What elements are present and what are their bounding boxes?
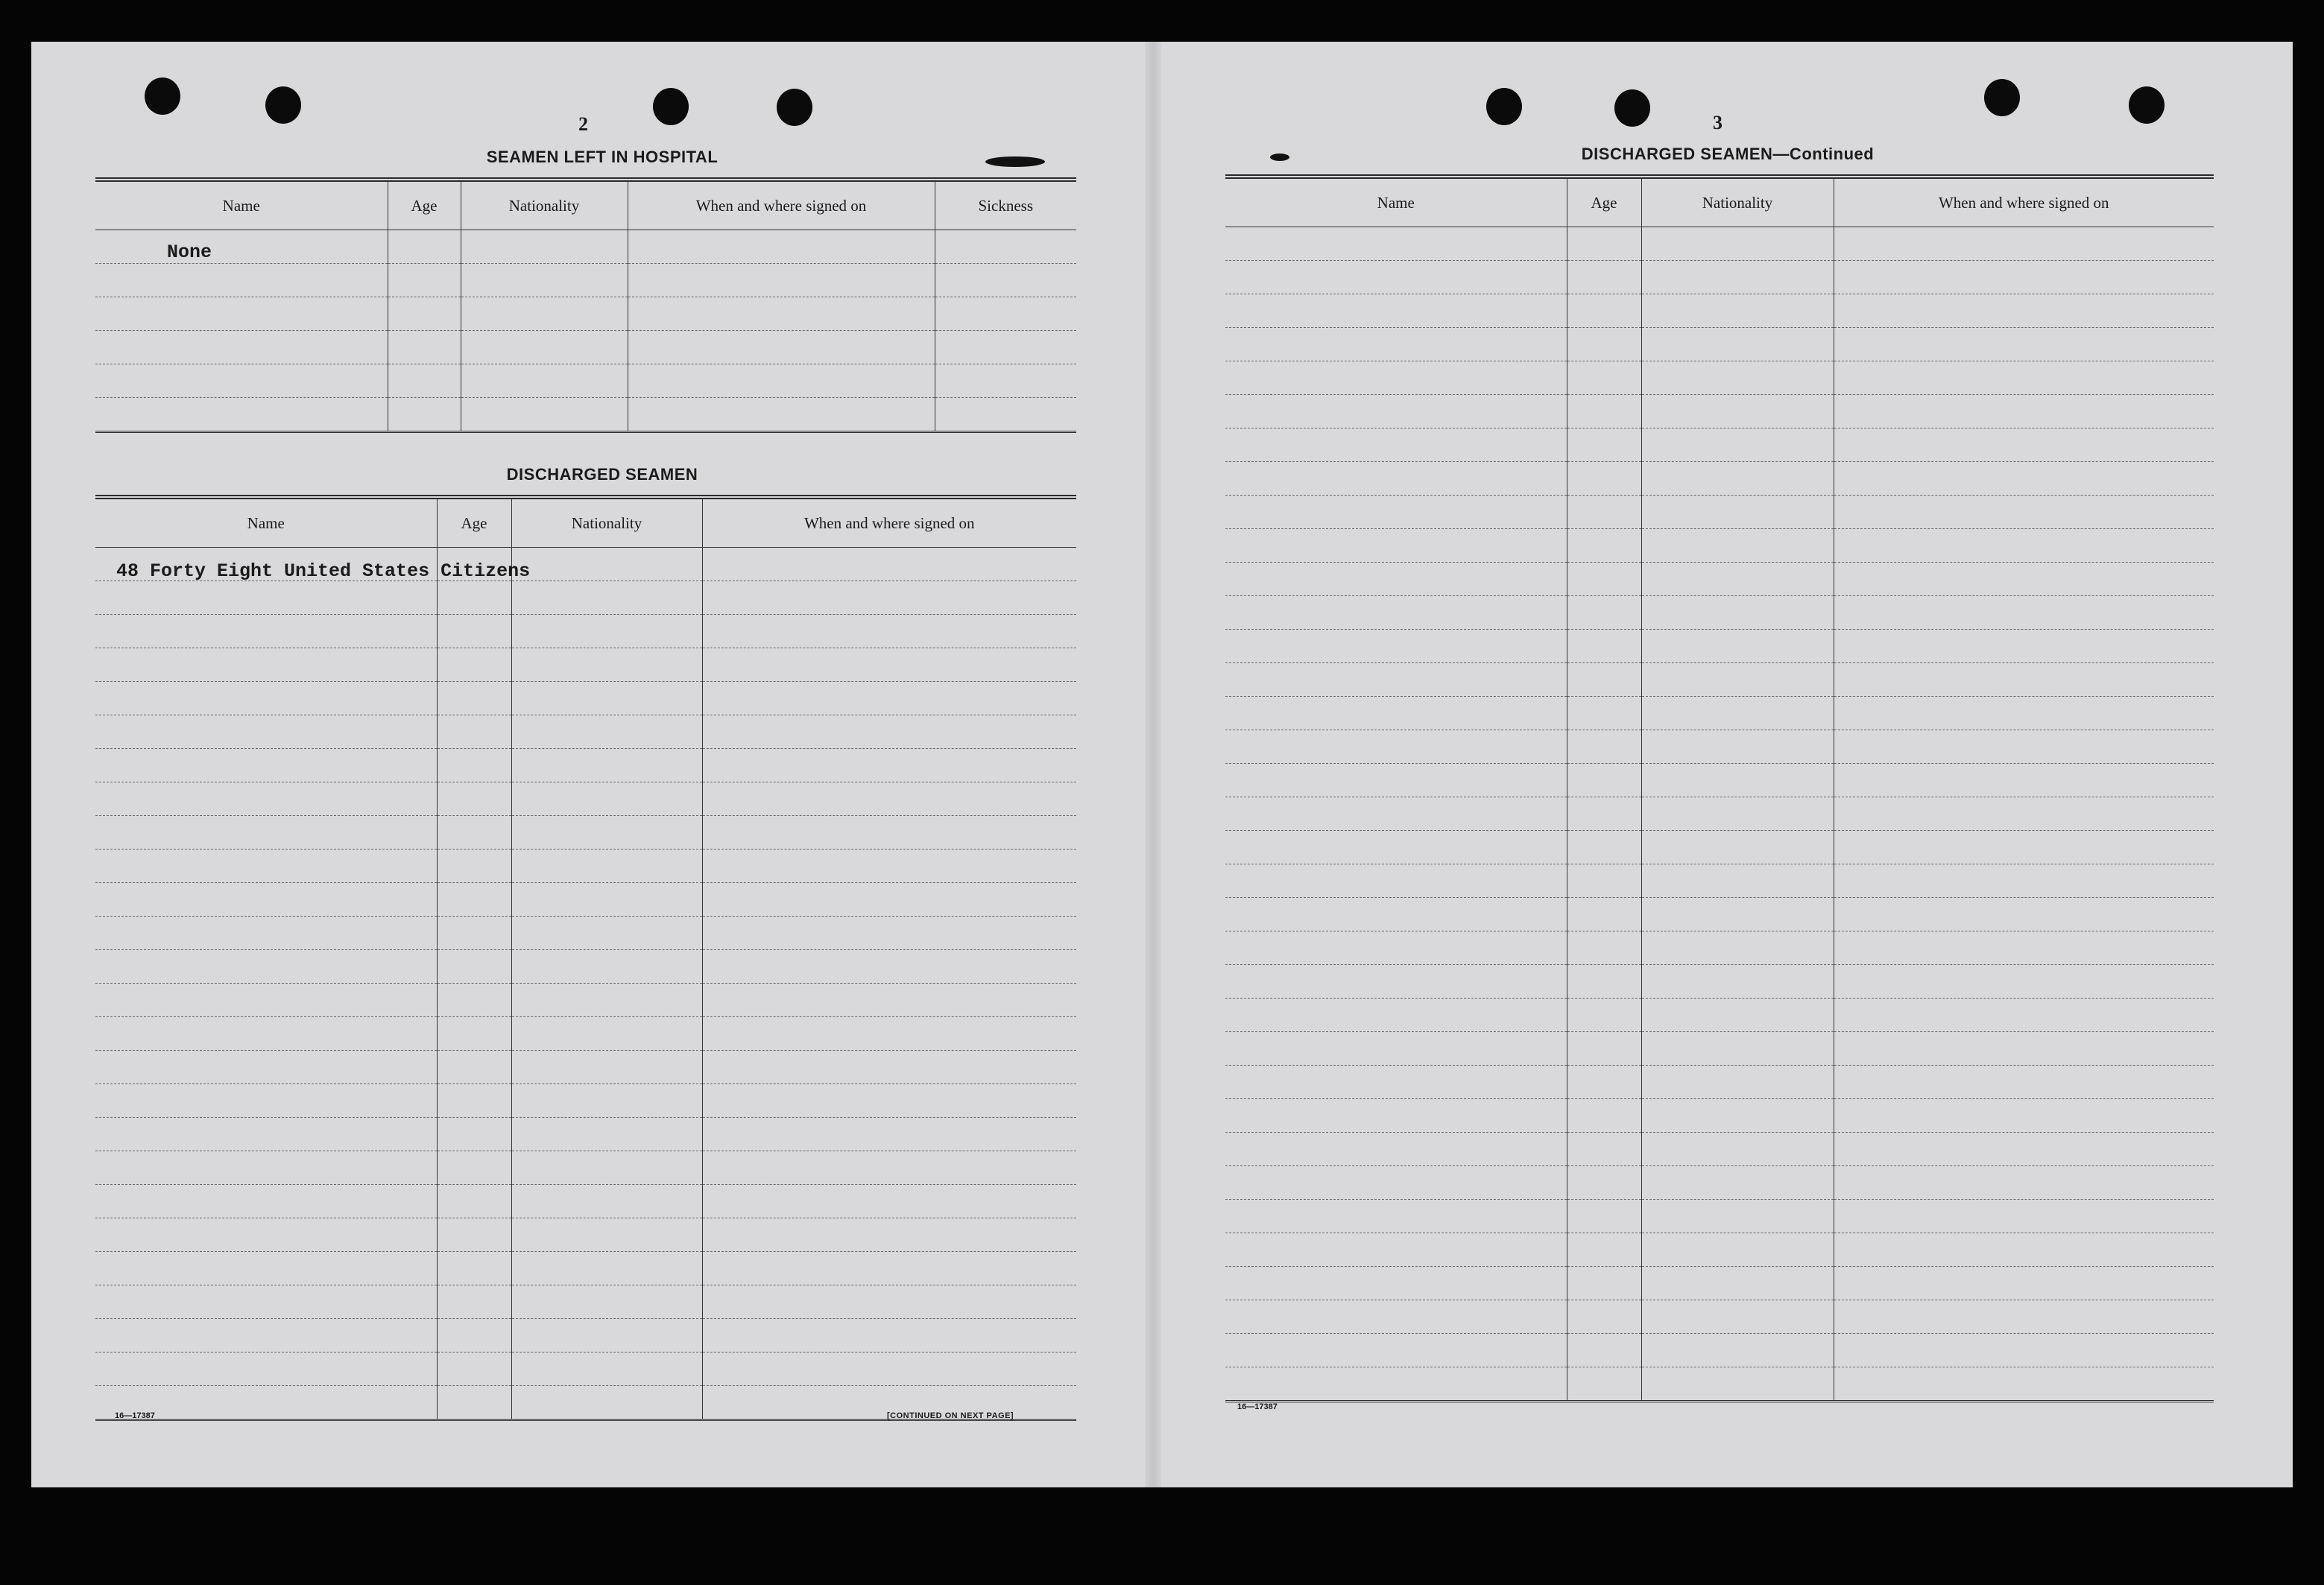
table-row xyxy=(1225,730,2214,764)
page-number: 2 xyxy=(578,113,588,135)
table-row xyxy=(1225,898,2214,931)
discharged-table xyxy=(95,495,1076,1421)
table-row xyxy=(1225,797,2214,831)
table-row xyxy=(1225,395,2214,428)
table-header-row xyxy=(1225,177,2214,227)
page-fold xyxy=(1145,42,1161,1487)
table-row xyxy=(95,398,1076,432)
table-row xyxy=(95,615,1076,648)
table-row xyxy=(1225,261,2214,294)
table-row xyxy=(95,331,1076,364)
table-row xyxy=(1225,428,2214,462)
table-row xyxy=(95,682,1076,715)
column-header-age: Age xyxy=(388,180,461,230)
form-number: 16—17387 xyxy=(115,1411,155,1420)
table-row xyxy=(1225,1032,2214,1066)
table-row xyxy=(95,581,1076,615)
table-row xyxy=(95,1319,1076,1353)
table-row xyxy=(1225,1367,2214,1402)
table-row xyxy=(1225,1166,2214,1200)
table-row xyxy=(1225,328,2214,361)
table-row xyxy=(95,1017,1076,1051)
table-row xyxy=(1225,1233,2214,1267)
page-number: 3 xyxy=(1713,112,1723,133)
column-header-nationality: Nationality xyxy=(511,497,702,548)
table-row xyxy=(95,1185,1076,1218)
table-row xyxy=(1225,663,2214,697)
table-row xyxy=(95,883,1076,917)
table-row xyxy=(1225,529,2214,563)
table-row xyxy=(1225,596,2214,630)
table-row xyxy=(95,950,1076,984)
table-row xyxy=(95,816,1076,850)
continued-note: [CONTINUED ON NEXT PAGE] xyxy=(887,1411,1014,1420)
table-row xyxy=(95,1353,1076,1386)
table-row xyxy=(95,1118,1076,1151)
left-page xyxy=(31,42,1145,1487)
table-row xyxy=(95,1151,1076,1185)
discharged-continued-table xyxy=(1225,174,2214,1402)
column-header-sickness: Sickness xyxy=(935,180,1076,230)
table-row xyxy=(1225,965,2214,999)
column-header-age: Age xyxy=(437,497,511,548)
table-row xyxy=(95,230,1076,264)
right-page xyxy=(1161,42,2293,1487)
table-row xyxy=(95,715,1076,749)
table-row xyxy=(1225,462,2214,496)
table-row xyxy=(1225,563,2214,596)
table-row xyxy=(1225,1200,2214,1233)
table-row xyxy=(1225,294,2214,328)
table-row xyxy=(1225,1133,2214,1166)
table-row xyxy=(95,984,1076,1017)
column-header-age: Age xyxy=(1567,177,1641,227)
column-header-nationality: Nationality xyxy=(1641,177,1834,227)
table-row xyxy=(95,1285,1076,1319)
table-row xyxy=(1225,764,2214,797)
document-sheet xyxy=(31,42,2293,1487)
column-header-signed-on: When and where signed on xyxy=(1834,177,2214,227)
column-header-name: Name xyxy=(1225,177,1567,227)
table-header-row xyxy=(95,180,1076,230)
table-row xyxy=(1225,1267,2214,1300)
table-row xyxy=(95,749,1076,782)
hospital-section-title: SEAMEN LEFT IN HOSPITAL xyxy=(486,148,719,166)
table-row xyxy=(95,1218,1076,1252)
table-row xyxy=(95,917,1076,950)
table-row xyxy=(95,1252,1076,1285)
table-row xyxy=(1225,931,2214,965)
table-row xyxy=(1225,999,2214,1032)
table-row xyxy=(1225,1099,2214,1133)
table-row xyxy=(1225,227,2214,261)
table-row xyxy=(95,264,1076,297)
table-row xyxy=(1225,864,2214,898)
table-row xyxy=(95,364,1076,398)
table-row xyxy=(95,648,1076,682)
column-header-nationality: Nationality xyxy=(461,180,628,230)
table-row xyxy=(95,1051,1076,1084)
table-row xyxy=(1225,496,2214,529)
table-row xyxy=(1225,1300,2214,1334)
form-number: 16—17387 xyxy=(1237,1402,1278,1411)
discharged-section-title: DISCHARGED SEAMEN xyxy=(506,465,698,484)
table-row xyxy=(1225,831,2214,864)
table-row xyxy=(1225,361,2214,395)
table-header-row xyxy=(95,497,1076,548)
column-header-name: Name xyxy=(95,497,437,548)
column-header-signed-on: When and where signed on xyxy=(702,497,1076,548)
discharged-continued-title: DISCHARGED SEAMEN—Continued xyxy=(1581,145,1875,163)
table-row xyxy=(95,850,1076,883)
column-header-name: Name xyxy=(95,180,388,230)
hospital-table xyxy=(95,177,1076,433)
table-row xyxy=(1225,1066,2214,1099)
hospital-entry: None xyxy=(167,241,212,263)
table-row xyxy=(95,782,1076,816)
discharged-entry: 48 Forty Eight United States Citizens xyxy=(116,560,531,582)
table-row xyxy=(95,297,1076,331)
table-row xyxy=(1225,1334,2214,1367)
table-row xyxy=(95,1084,1076,1118)
column-header-signed-on: When and where signed on xyxy=(628,180,935,230)
table-row xyxy=(1225,630,2214,663)
table-row xyxy=(1225,697,2214,730)
